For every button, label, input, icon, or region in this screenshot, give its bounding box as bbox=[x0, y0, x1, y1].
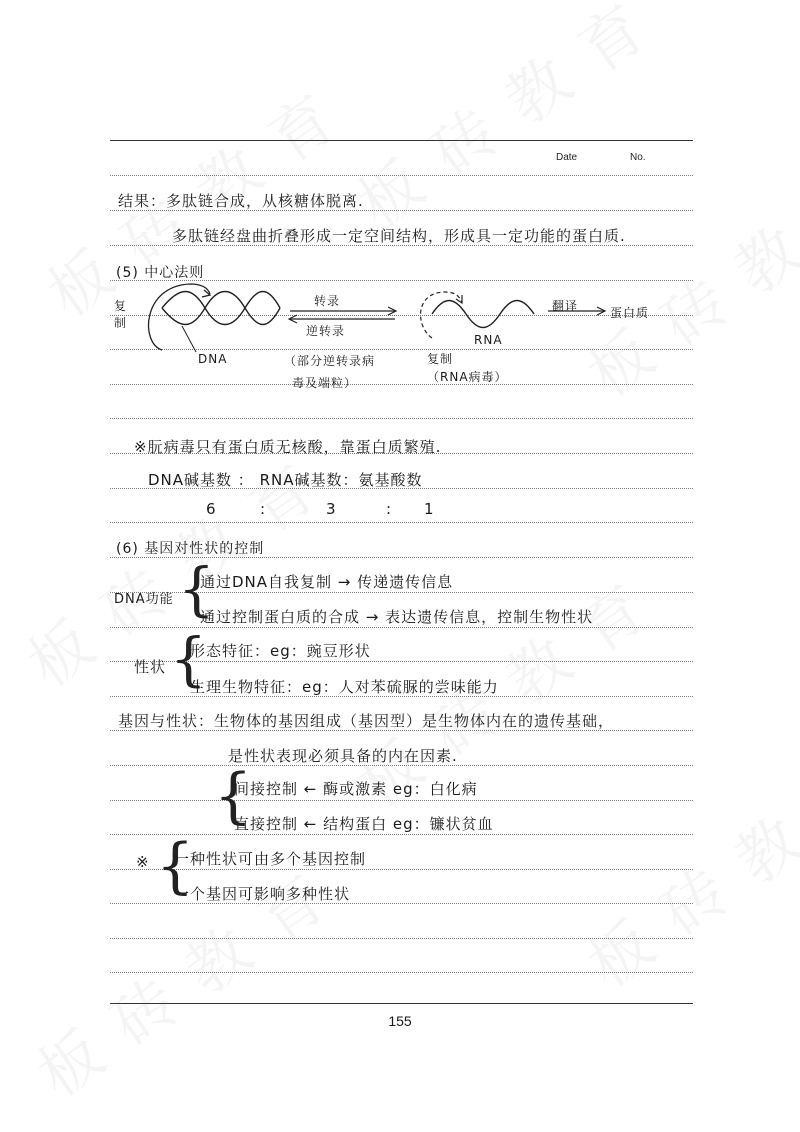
rna-strand bbox=[432, 301, 534, 328]
dna-strand bbox=[162, 292, 280, 325]
brace: { bbox=[156, 831, 195, 901]
ratio-dna: 6 bbox=[206, 500, 217, 518]
dna-function-label: DNA功能 bbox=[114, 592, 174, 607]
ruled-line bbox=[110, 175, 693, 176]
rna-replication-arrow bbox=[421, 292, 462, 338]
reverse-note-line1: （部分逆转录病 bbox=[284, 354, 376, 368]
trait-item: 生理生物特征：eg：人对苯硫脲的尝味能力 bbox=[190, 678, 499, 696]
ruled-line bbox=[110, 800, 693, 801]
central-dogma-diagram bbox=[110, 278, 693, 398]
page-number: 155 bbox=[388, 1013, 412, 1029]
ruled-line bbox=[110, 938, 693, 939]
ruled-line bbox=[110, 834, 693, 835]
date-label: Date bbox=[556, 152, 578, 163]
reverse-note-line2: 毒及端粒） bbox=[292, 376, 358, 390]
rna-label: RNA bbox=[474, 333, 503, 347]
prion-line: ※朊病毒只有蛋白质无核酸，靠蛋白质繁殖. bbox=[134, 438, 442, 456]
brace: { bbox=[178, 555, 215, 623]
rna-virus-label: （RNA病毒） bbox=[427, 370, 508, 384]
translation-label: 翻译 bbox=[552, 299, 579, 313]
dna-label: DNA bbox=[198, 352, 228, 366]
ruled-line bbox=[110, 522, 693, 523]
multi-gene-line: 一种性状可由多个基因控制 bbox=[174, 850, 367, 868]
trait-item: 形态特征：eg：豌豆形状 bbox=[190, 642, 371, 660]
gene-trait-line: 是性状表现必须具备的内在因素. bbox=[228, 747, 458, 765]
gene-trait-line: 基因与性状：生物体的基因组成（基因型）是生物体内在的遗传基础， bbox=[118, 712, 615, 730]
dna-strand bbox=[162, 292, 280, 325]
ratio-sep: : bbox=[260, 500, 267, 518]
ratio-label: DNA碱基数 ： RNA碱基数：氨基酸数 bbox=[148, 471, 423, 489]
ruled-line bbox=[110, 418, 693, 419]
top-rule bbox=[110, 140, 693, 141]
brace: { bbox=[170, 625, 207, 693]
ruled-line bbox=[110, 972, 693, 973]
no-label: No. bbox=[630, 152, 646, 163]
star-mark: ※ bbox=[136, 853, 150, 871]
dna-function-item: 通过DNA自我复制 → 传递遗传信息 bbox=[200, 573, 454, 591]
ratio-amino: 1 bbox=[424, 500, 435, 518]
gene-control-heading: (6) 基因对性状的控制 bbox=[116, 541, 265, 557]
indirect-control-line: 间接控制 ← 酶或激素 eg：白化病 bbox=[234, 780, 478, 798]
fold-line: 多肽链经盘曲折叠形成一定空间结构，形成具一定功能的蛋白质. bbox=[172, 227, 626, 245]
ratio-sep: : bbox=[386, 500, 393, 518]
ratio-rna: 3 bbox=[326, 500, 337, 518]
replicate-label: 复制 bbox=[114, 299, 128, 330]
brace: { bbox=[214, 761, 253, 831]
result-line: 结果：多肽链合成，从核糖体脱离. bbox=[118, 192, 364, 210]
bottom-rule bbox=[110, 1003, 693, 1004]
direct-control-line: 直接控制 ← 结构蛋白 eg：镰状贫血 bbox=[234, 815, 494, 833]
reverse-transcription-label: 逆转录 bbox=[306, 324, 346, 338]
rna-replicate-label: 复制 bbox=[427, 352, 454, 366]
multi-trait-line: 一个基因可影响多种性状 bbox=[174, 885, 351, 903]
watermark bbox=[567, 725, 800, 1004]
watermark bbox=[337, 0, 683, 244]
trait-label: 性状 bbox=[134, 658, 167, 676]
transcription-label: 转录 bbox=[314, 294, 341, 308]
central-dogma-heading: (5) 中心法则 bbox=[116, 265, 205, 281]
dna-function-item: 通过控制蛋白质的合成 → 表达遗传信息，控制生物性状 bbox=[200, 608, 594, 626]
replication-arrow bbox=[149, 284, 210, 350]
ruled-line bbox=[110, 869, 693, 870]
protein-label: 蛋白质 bbox=[610, 306, 650, 320]
